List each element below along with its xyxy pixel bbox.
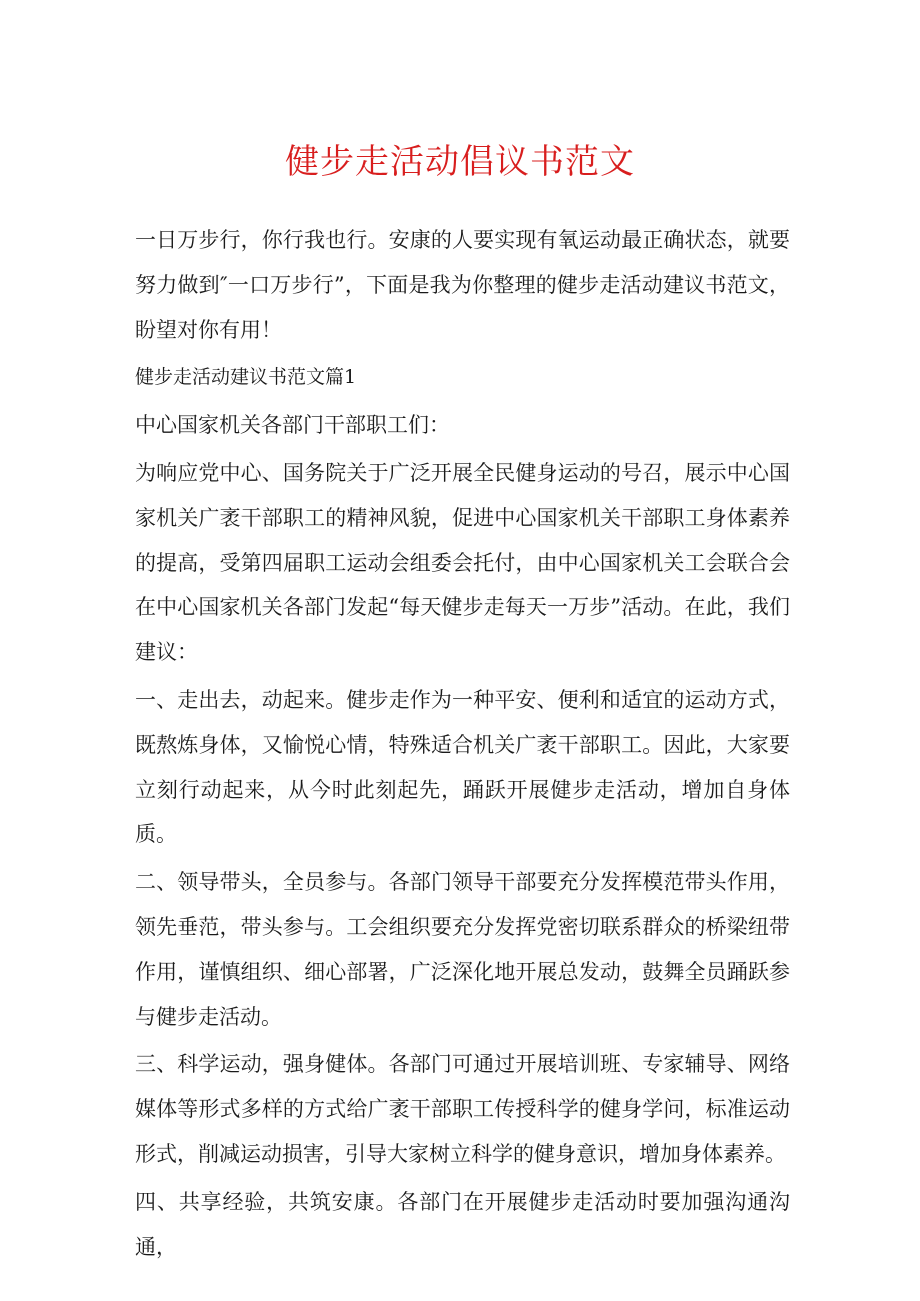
document-title: 健步走活动倡议书范文 xyxy=(285,142,635,182)
document-body xyxy=(135,218,790,1272)
body-paragraph-purpose: 为响应党中心、国务院关于广泛开展全民健身运动的号召，展示中心国家机关广袤干部职工的精神风貌，促进中心国家机关干部职工身体素养的提高，受第四届职工运动会组委会托付，由中心国家机关工会联合会在中心国家机关各部门发起“每天健步走每天一万步”活动。在此，我们建议： xyxy=(135,460,790,665)
body-paragraph-point-3: 三、科学运动，强身健体。各部门可通过开展培训班、专家辅导、网络媒体等形式多样的方式给广袤干部职工传授科学的健身学问，标准运动形式，削减运动损害，引导大家树立科学的健身意识，增加身体素养。 xyxy=(135,1052,790,1166)
body-paragraph-point-1: 一、走出去，动起来。健步走作为一种平安、便利和适宜的运动方式，既熬炼身体，又愉悦心情，特殊适合机关广袤干部职工。因此，大家要立刻行动起来，从今时此刻起先，踊跃开展健步走活动，增加自身体质。 xyxy=(135,687,790,847)
salutation: 中心国家机关各部门干部职工们： xyxy=(135,413,450,438)
section-heading: 健步走活动建议书范文篇1 xyxy=(135,366,357,389)
body-paragraph-point-2: 二、领导带头，全员参与。各部门领导干部要充分发挥模范带头作用，领先垂范，带头参与。工会组织要充分发挥党密切联系群众的桥梁纽带作用，谨慎组织、细心部署，广泛深化地开展总发动，鼓舞全员踊跃参与健步走活动。 xyxy=(135,870,790,1029)
body-paragraph-point-4: 四、共享经验，共筑安康。各部门在开展健步走活动时要加强沟通沟通， xyxy=(135,1189,790,1259)
intro-paragraph: 一日万步行，你行我也行。安康的人要实现有氧运动最正确状态，就要努力做到″一口万步行”，下面是我为你整理的健步走活动建议书范文，盼望对你有用！ xyxy=(135,228,790,342)
